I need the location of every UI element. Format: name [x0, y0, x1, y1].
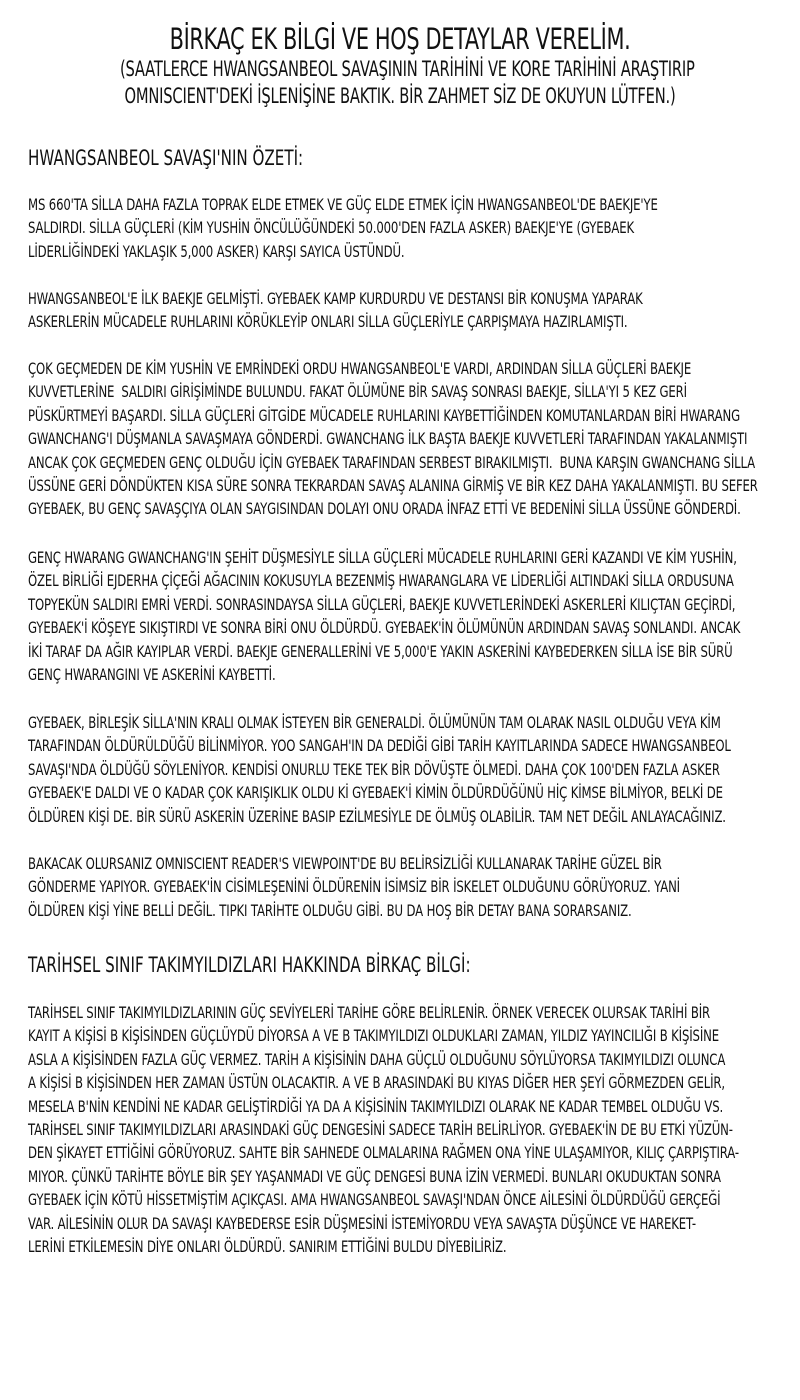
- text-line: ÖLDÜREN KİŞİ YİNE BELLİ DEĞİL. TIPKI TARİHTE OLDUĞU GİBİ. BU DA HOŞ BİR DETAY BANA SORARSANIZ.: [28, 900, 632, 920]
- text-line: LERİNİ ETKİLEMESİN DİYE ONLARI ÖLDÜRDÜ. SANIRIM ETTİĞİNİ BULDU DİYEBİLİRİZ.: [28, 1237, 507, 1257]
- text-line: ANCAK ÇOK GEÇMEDEN GENÇ OLDUĞU İÇİN GYEBAEK TARAFINDAN SERBEST BIRAKILMIŞTI. BUNA KARŞIN GWANCHANG SİLLA: [28, 452, 755, 472]
- section-heading-historical-constellations: TARİHSEL SINIF TAKIMYILDIZLARI HAKKINDA BİRKAÇ BİLGİ:: [28, 953, 471, 977]
- text-line: ÖZEL BİRLİĞİ EJDERHA ÇİÇEĞİ AĞACININ KOKUSUYLA BEZENMİŞ HWARANGLARA VE LİDERLİĞİ ALTINDAKİ SİLLA ORDUSUNA: [28, 571, 734, 591]
- text-line: TOPYEKÜN SALDIRI EMRİ VERDİ. SONRASINDAYSA SİLLA GÜÇLERİ, BAEKJE KUVVETLERİNDEKİ ASKERLERİ KILIÇTAN GEÇİRDİ,: [28, 594, 736, 614]
- text-line: DEN ŞİKAYET ETTİĞİNİ GÖRÜYORUZ. SAHTE BİR SAHNEDE OLMALARINA RAĞMEN ONA YİNE ULAŞAMIYOR, KILIÇ ÇARPIŞTIRA-: [28, 1143, 739, 1163]
- text-line: GWANCHANG'I DÜŞMANLA SAVAŞMAYA GÖNDERDİ. GWANCHANG İLK BAŞTA BAEKJE KUVVETLERİ TARAFINDAN YAKALANMIŞTI: [28, 429, 748, 449]
- text-line: KAYIT A KİŞİSİ B KİŞİSİNDEN GÜÇLÜYDÜ DİYORSA A VE B TAKIMYILDIZI OLDUKLARI ZAMAN, YILDIZ YAYINCILIĞI B KİŞİSİNE: [28, 1026, 719, 1046]
- paragraph-battle-intro: [28, 193, 764, 263]
- text-line: ASKERLERİN MÜCADELE RUHLARINI KÖRÜKLEYİP ONLARI SİLLA GÜÇLERİYLE ÇARPIŞMAYA HAZIRLAMIŞTI.: [28, 312, 628, 332]
- text-line: BAKACAK OLURSANIZ OMNISCIENT READER'S VIEWPOINT'DE BU BELİRSİZLİĞİ KULLANARAK TARİHE GÜZEL BİR: [28, 854, 662, 873]
- text-line: GENÇ HWARANGINI VE ASKERİNİ KAYBETTİ.: [28, 665, 276, 685]
- text-line: GYEBAEK'E DALDI VE O KADAR ÇOK KARIŞIKLIK OLDU Kİ GYEBAEK'İ KİMİN ÖLDÜRDÜĞÜNÜ HİÇ KİMSE BİLMİYOR, BELKİ DE: [28, 783, 723, 803]
- page-subtitle-line-1: (SAATLERCE HWANGSANBEOL SAVAŞININ TARİHİNİ VE KORE TARİHİNİ ARAŞTIRIP: [120, 57, 695, 81]
- text-line: KUVVETLERİNE SALDIRI GİRİŞİMİNDE BULUNDU. FAKAT ÖLÜMÜNE BİR SAVAŞ SONRASI BAEKJE, SİLLA'YI 5 KEZ GERİ: [28, 382, 687, 402]
- text-line: GENÇ HWARANG GWANCHANG'IN ŞEHİT DÜŞMESİYLE SİLLA GÜÇLERİ MÜCADELE RUHLARINI GERİ KAZANDI VE KİM YUSHİN,: [28, 548, 737, 567]
- text-line: ÖLDÜREN KİŞİ DE. BİR SÜRÜ ASKERİN ÜZERİNE BASIP EZİLMESİYLE DE ÖLMÜŞ OLABİLİR. TAM NET DEĞİL ANLAYACAĞINIZ.: [28, 806, 726, 826]
- text-line: GÖNDERME YAPIYOR. GYEBAEK'İN CİSİMLEŞENİNİ ÖLDÜRENİN İSİMSİZ BİR İSKELET OLDUĞUNU GÖRÜYORUZ. YANİ: [28, 877, 680, 897]
- page-title: BİRKAÇ EK BİLGİ VE HOŞ DETAYLAR VERELİM.: [169, 22, 631, 56]
- paragraph-orv-reference: [28, 852, 764, 922]
- paragraph-baekje-arrival: [28, 287, 764, 334]
- text-line: MS 660'TA SİLLA DAHA FAZLA TOPRAK ELDE ETMEK VE GÜÇ ELDE ETMEK İÇİN HWANGSANBEOL'DE BAEKJE'YE: [28, 195, 658, 214]
- text-line: HWANGSANBEOL'E İLK BAEKJE GELMİŞTİ. GYEBAEK KAMP KURDURDU VE DESTANSI BİR KONUŞMA YAPARAK: [28, 289, 643, 308]
- paragraph-battle-course: [28, 357, 764, 521]
- text-line: LİDERLİĞİNDEKİ YAKLAŞIK 5,000 ASKER) KARŞI SAYICA ÜSTÜNDÜ.: [28, 241, 405, 261]
- page-subtitle-line-2: OMNISCIENT'DEKİ İŞLENİŞİNE BAKTIK. BİR ZAHMET SİZ DE OKUYUN LÜTFEN.): [124, 84, 676, 108]
- paragraph-gwanchang-death: [28, 546, 764, 686]
- text-line: A KİŞİSİ B KİŞİSİNDEN HER ZAMAN ÜSTÜN OLACAKTIR. A VE B ARASINDAKİ BU KIYAS DİĞER HER ŞEYİ GÖRMEZDEN GELİR,: [28, 1073, 725, 1093]
- text-line: İKİ TARAF DA AĞIR KAYIPLAR VERDİ. BAEKJE GENERALLERİNİ VE 5,000'E YAKIN ASKERİNİ KAYBEDERKEN SİLLA İSE BİR SÜRÜ: [28, 641, 733, 661]
- text-line: TARİHSEL SINIF TAKIMYILDIZLARI ARASINDAKİ GÜÇ DENGESİNİ SADECE TARİH BELİRLİYOR. GYEBAEK'İN DE BU ETKİ YÜZÜN-: [28, 1120, 733, 1140]
- text-line: SAVAŞI'NDA ÖLDÜĞÜ SÖYLENİYOR. KENDİSİ ONURLU TEKE TEK BİR DÖVÜŞTE ÖLMEDİ. DAHA ÇOK 100'DEN FAZLA ASKER: [28, 759, 720, 779]
- page-header: [0, 22, 800, 110]
- paragraph-gyebaek-death: [28, 711, 764, 828]
- text-line: MIYOR. ÇÜNKÜ TARİHTE BÖYLE BİR ŞEY YAŞANMADI VE GÜÇ DENGESİ BUNA İZİN VERMEDİ. BUNLARI OKUDUKTAN SONRA: [28, 1166, 721, 1186]
- text-line: MESELA B'NİN KENDİNİ NE KADAR GELİŞTİRDİĞİ YA DA A KİŞİSİNİN TAKIMYILDIZI OLARAK NE KADAR TEMBEL OLDUĞU VS.: [28, 1096, 724, 1116]
- text-line: GYEBAEK, BU GENÇ SAVAŞÇIYA OLAN SAYGISINDAN DOLAYI ONU ORADA İNFAZ ETTİ VE BEDENİNİ SİLLA ÜSSÜNE GÖNDERDİ.: [28, 499, 741, 519]
- text-line: VAR. AİLESİNİN OLUR DA SAVAŞI KAYBEDERSE ESİR DÜŞMESİNİ İSTEMİYORDU VEYA SAVAŞTA DÜŞÜNCE VE HAREKET-: [28, 1213, 696, 1233]
- text-line: ASLA A KİŞİSİNDEN FAZLA GÜÇ VERMEZ. TARİH A KİŞİSİNİN DAHA GÜÇLÜ OLDUĞUNU SÖYLÜYORSA TAKIMYILDIZI OLUNCA: [28, 1049, 726, 1069]
- text-line: PÜSKÜRTMEYİ BAŞARDI. SİLLA GÜÇLERİ GİTGİDE MÜCADELE RUHLARINI KAYBETTİĞİNDEN KOMUTANLARDAN BİRİ HWARANG: [28, 405, 740, 425]
- text-line: GYEBAEK'İ KÖŞEYE SIKIŞTIRDI VE SONRA BİRİ ONU ÖLDÜRDÜ. GYEBAEK'İN ÖLÜMÜNÜN ARDINDAN SAVAŞ SONLANDI. ANCAK: [28, 618, 741, 638]
- text-line: TARAFINDAN ÖLDÜRÜLDÜĞÜ BİLİNMİYOR. YOO SANGAH'IN DA DEDİĞİ GİBİ TARİH KAYITLARINDA SADECE HWANGSANBEOL: [28, 736, 731, 756]
- text-line: ÜSSÜNE GERİ DÖNDÜKTEN KISA SÜRE SONRA TEKRARDAN SAVAŞ ALANINA GİRMİŞ VE BİR KEZ DAHA YAKALANMIŞTI. BU SEFER: [28, 476, 758, 496]
- text-line: ÇOK GEÇMEDEN DE KİM YUSHİN VE EMRİNDEKİ ORDU HWANGSANBEOL'E VARDI, ARDINDAN SİLLA GÜÇLERİ BAEKJE: [28, 359, 692, 378]
- section-heading-battle-summary: HWANGSANBEOL SAVAŞI'NIN ÖZETİ:: [28, 146, 304, 170]
- text-line: TARİHSEL SINIF TAKIMYILDIZLARININ GÜÇ SEVİYELERİ TARİHE GÖRE BELİRLENİR. ÖRNEK VERECEK OLURSAK TARİHİ BİR: [28, 1003, 710, 1022]
- text-line: GYEBAEK İÇİN KÖTÜ HİSSETMİŞTİM AÇIKÇASI. AMA HWANGSANBEOL SAVAŞI'NDAN ÖNCE AİLESİNİ ÖLDÜRDÜĞÜ GERÇEĞİ: [28, 1190, 721, 1210]
- text-line: SALDIRDI. SİLLA GÜÇLERİ (KİM YUSHİN ÖNCÜLÜĞÜNDEKİ 50.000'DEN FAZLA ASKER) BAEKJE'YE (GYEBAEK: [28, 218, 635, 238]
- text-line: GYEBAEK, BİRLEŞİK SİLLA'NIN KRALI OLMAK İSTEYEN BİR GENERALDİ. ÖLÜMÜNÜN TAM OLARAK NASIL OLDUĞU VEYA KİM: [28, 713, 721, 732]
- paragraph-historical-constellations: [28, 1001, 764, 1258]
